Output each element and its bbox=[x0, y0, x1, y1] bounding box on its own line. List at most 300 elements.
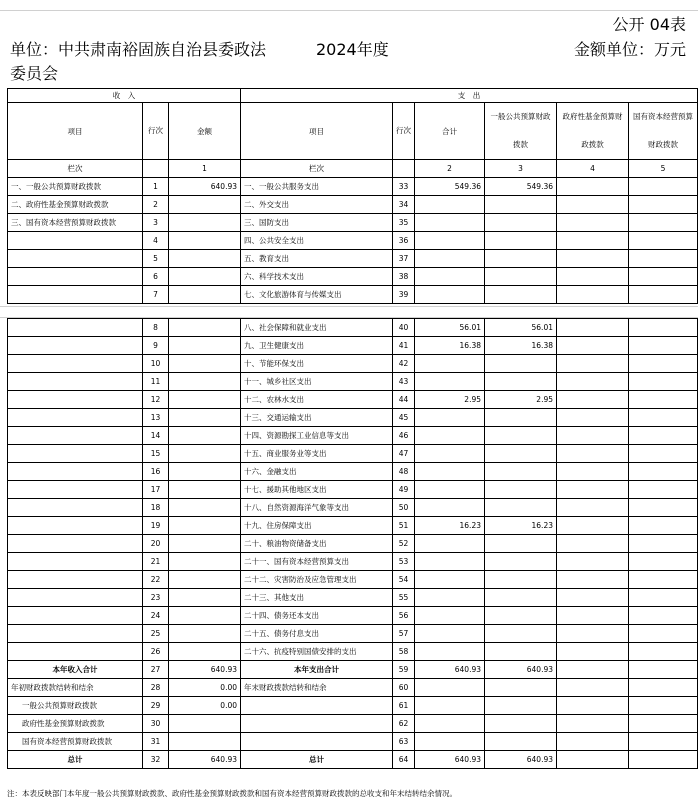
general-budget-cell: 640.93 bbox=[485, 661, 557, 679]
expense-total-cell bbox=[415, 232, 485, 250]
state-capital-cell bbox=[629, 337, 698, 355]
table-row bbox=[8, 643, 698, 661]
expense-item-cell: 二十二、灾害防治及应急管理支出 bbox=[241, 571, 393, 589]
state-capital-cell bbox=[629, 445, 698, 463]
expense-line-cell: 55 bbox=[393, 589, 415, 607]
fund-budget-cell bbox=[557, 751, 629, 769]
fund-budget-cell bbox=[557, 481, 629, 499]
state-capital-cell bbox=[629, 607, 698, 625]
expense-total-cell: 640.93 bbox=[415, 661, 485, 679]
fund-budget-cell bbox=[557, 733, 629, 751]
income-item-cell: 年初财政拨款结转和结余 bbox=[8, 679, 143, 697]
expense-total-cell bbox=[415, 679, 485, 697]
general-budget-cell bbox=[485, 679, 557, 697]
general-budget-cell bbox=[485, 250, 557, 268]
income-amount-cell: 640.93 bbox=[169, 661, 241, 679]
page-break-gap bbox=[0, 306, 698, 318]
index-5: 5 bbox=[629, 160, 698, 178]
income-line-cell: 15 bbox=[143, 445, 169, 463]
income-line-cell: 18 bbox=[143, 499, 169, 517]
income-section-header: 收 入 bbox=[8, 89, 241, 103]
expense-total-cell bbox=[415, 214, 485, 232]
budget-table-part2 bbox=[7, 318, 698, 769]
general-budget-cell bbox=[485, 607, 557, 625]
income-line-cell: 7 bbox=[143, 286, 169, 304]
expense-total-cell bbox=[415, 268, 485, 286]
expense-line-cell: 34 bbox=[393, 196, 415, 214]
income-amount-cell bbox=[169, 517, 241, 535]
fund-budget-cell bbox=[557, 571, 629, 589]
state-capital-cell bbox=[629, 250, 698, 268]
income-line-cell: 20 bbox=[143, 535, 169, 553]
table-row bbox=[8, 232, 698, 250]
fund-budget-cell bbox=[557, 607, 629, 625]
table-row bbox=[8, 751, 698, 769]
expense-item-cell: 八、社会保障和就业支出 bbox=[241, 319, 393, 337]
expense-total-cell: 16.23 bbox=[415, 517, 485, 535]
expense-line-cell: 61 bbox=[393, 697, 415, 715]
expense-line-cell: 58 bbox=[393, 643, 415, 661]
expense-line-cell: 64 bbox=[393, 751, 415, 769]
state-capital-cell bbox=[629, 391, 698, 409]
expense-section-header: 支 出 bbox=[241, 89, 698, 103]
expense-line-cell: 56 bbox=[393, 607, 415, 625]
expense-item-cell: 十一、城乡社区支出 bbox=[241, 373, 393, 391]
table-row bbox=[8, 517, 698, 535]
general-budget-cell bbox=[485, 268, 557, 286]
budget-table-part1 bbox=[7, 88, 698, 304]
state-capital-cell bbox=[629, 733, 698, 751]
expense-item-cell: 二十、粮油物资储备支出 bbox=[241, 535, 393, 553]
expense-line-cell: 59 bbox=[393, 661, 415, 679]
income-amount-cell bbox=[169, 232, 241, 250]
income-amount-cell bbox=[169, 409, 241, 427]
expense-item-cell: 一、一般公共服务支出 bbox=[241, 178, 393, 196]
income-item-cell bbox=[8, 391, 143, 409]
income-item-cell bbox=[8, 355, 143, 373]
income-line-cell: 16 bbox=[143, 463, 169, 481]
table-row bbox=[8, 463, 698, 481]
table-row bbox=[8, 679, 698, 697]
state-capital-cell bbox=[629, 715, 698, 733]
income-line-cell: 3 bbox=[143, 214, 169, 232]
fund-budget-cell bbox=[557, 499, 629, 517]
fund-budget-cell bbox=[557, 463, 629, 481]
state-capital-cell bbox=[629, 517, 698, 535]
expense-item-cell: 二、外交支出 bbox=[241, 196, 393, 214]
col-header-state-capital-budget: 国有资本经营预算财政拨款 bbox=[629, 103, 698, 160]
state-capital-cell bbox=[629, 679, 698, 697]
fund-budget-cell bbox=[557, 661, 629, 679]
income-amount-cell bbox=[169, 553, 241, 571]
expense-item-cell bbox=[241, 697, 393, 715]
expense-total-cell bbox=[415, 589, 485, 607]
general-budget-cell bbox=[485, 232, 557, 250]
table-row bbox=[8, 733, 698, 751]
table-row bbox=[8, 250, 698, 268]
income-item-cell bbox=[8, 463, 143, 481]
state-capital-cell bbox=[629, 373, 698, 391]
fund-budget-cell bbox=[557, 427, 629, 445]
general-budget-cell bbox=[485, 553, 557, 571]
general-budget-cell bbox=[485, 409, 557, 427]
general-budget-cell bbox=[485, 571, 557, 589]
expense-item-cell: 十七、援助其他地区支出 bbox=[241, 481, 393, 499]
income-line-cell: 9 bbox=[143, 337, 169, 355]
income-line-cell: 8 bbox=[143, 319, 169, 337]
income-amount-cell bbox=[169, 481, 241, 499]
index-cell bbox=[393, 160, 415, 178]
expense-total-cell bbox=[415, 733, 485, 751]
table-row bbox=[8, 373, 698, 391]
table-row bbox=[8, 571, 698, 589]
table-row bbox=[8, 391, 698, 409]
income-amount-cell bbox=[169, 373, 241, 391]
state-capital-cell bbox=[629, 499, 698, 517]
table-row bbox=[8, 196, 698, 214]
fund-budget-cell bbox=[557, 373, 629, 391]
general-budget-cell bbox=[485, 355, 557, 373]
general-budget-cell bbox=[485, 697, 557, 715]
state-capital-cell bbox=[629, 553, 698, 571]
table-row bbox=[8, 481, 698, 499]
expense-total-cell bbox=[415, 463, 485, 481]
general-budget-cell bbox=[485, 445, 557, 463]
income-item-cell bbox=[8, 499, 143, 517]
index-cell bbox=[143, 160, 169, 178]
fund-budget-cell bbox=[557, 553, 629, 571]
expense-item-cell: 十五、商业服务业等支出 bbox=[241, 445, 393, 463]
income-line-cell: 26 bbox=[143, 643, 169, 661]
expense-item-cell: 十九、住房保障支出 bbox=[241, 517, 393, 535]
expense-line-cell: 54 bbox=[393, 571, 415, 589]
col-header-expense-item: 项目 bbox=[241, 103, 393, 160]
expense-total-cell bbox=[415, 625, 485, 643]
income-amount-cell bbox=[169, 715, 241, 733]
income-item-cell bbox=[8, 625, 143, 643]
state-capital-cell bbox=[629, 697, 698, 715]
state-capital-cell bbox=[629, 178, 698, 196]
expense-line-cell: 37 bbox=[393, 250, 415, 268]
fund-budget-cell bbox=[557, 355, 629, 373]
state-capital-cell bbox=[629, 355, 698, 373]
income-amount-cell: 640.93 bbox=[169, 178, 241, 196]
income-item-cell bbox=[8, 268, 143, 286]
income-amount-cell bbox=[169, 391, 241, 409]
income-line-cell: 19 bbox=[143, 517, 169, 535]
income-amount-cell bbox=[169, 319, 241, 337]
expense-item-cell: 二十一、国有资本经营预算支出 bbox=[241, 553, 393, 571]
fund-budget-cell bbox=[557, 625, 629, 643]
index-label-expense: 栏次 bbox=[241, 160, 393, 178]
col-header-income-amount: 金额 bbox=[169, 103, 241, 160]
income-item-cell: 三、国有资本经营预算财政拨款 bbox=[8, 214, 143, 232]
col-header-expense-line: 行次 bbox=[393, 103, 415, 160]
expense-item-cell: 三、国防支出 bbox=[241, 214, 393, 232]
table-row bbox=[8, 268, 698, 286]
income-line-cell: 4 bbox=[143, 232, 169, 250]
general-budget-cell bbox=[485, 625, 557, 643]
fund-budget-cell bbox=[557, 409, 629, 427]
income-item-cell bbox=[8, 481, 143, 499]
table-row bbox=[8, 499, 698, 517]
income-amount-cell bbox=[169, 268, 241, 286]
expense-item-cell: 十六、金融支出 bbox=[241, 463, 393, 481]
state-capital-cell bbox=[629, 481, 698, 499]
income-line-cell: 24 bbox=[143, 607, 169, 625]
expense-item-cell: 本年支出合计 bbox=[241, 661, 393, 679]
col-header-fund-budget: 政府性基金预算财政拨款 bbox=[557, 103, 629, 160]
expense-line-cell: 41 bbox=[393, 337, 415, 355]
income-line-cell: 10 bbox=[143, 355, 169, 373]
income-line-cell: 31 bbox=[143, 733, 169, 751]
income-amount-cell bbox=[169, 571, 241, 589]
expense-line-cell: 48 bbox=[393, 463, 415, 481]
income-amount-cell bbox=[169, 607, 241, 625]
income-amount-cell: 0.00 bbox=[169, 679, 241, 697]
income-line-cell: 29 bbox=[143, 697, 169, 715]
expense-line-cell: 60 bbox=[393, 679, 415, 697]
general-budget-cell bbox=[485, 535, 557, 553]
table-body-part1 bbox=[8, 178, 698, 304]
general-budget-cell bbox=[485, 481, 557, 499]
income-amount-cell bbox=[169, 643, 241, 661]
income-item-cell bbox=[8, 232, 143, 250]
expense-line-cell: 50 bbox=[393, 499, 415, 517]
state-capital-cell bbox=[629, 232, 698, 250]
expense-line-cell: 51 bbox=[393, 517, 415, 535]
expense-line-cell: 47 bbox=[393, 445, 415, 463]
income-item-cell bbox=[8, 373, 143, 391]
income-line-cell: 14 bbox=[143, 427, 169, 445]
income-item-cell: 本年收入合计 bbox=[8, 661, 143, 679]
expense-total-cell bbox=[415, 196, 485, 214]
fund-budget-cell bbox=[557, 178, 629, 196]
state-capital-cell bbox=[629, 409, 698, 427]
fund-budget-cell bbox=[557, 643, 629, 661]
income-line-cell: 1 bbox=[143, 178, 169, 196]
general-budget-cell: 56.01 bbox=[485, 319, 557, 337]
expense-item-cell: 五、教育支出 bbox=[241, 250, 393, 268]
state-capital-cell bbox=[629, 268, 698, 286]
index-4: 4 bbox=[557, 160, 629, 178]
table-row bbox=[8, 607, 698, 625]
general-budget-cell: 16.23 bbox=[485, 517, 557, 535]
state-capital-cell bbox=[629, 196, 698, 214]
income-amount-cell bbox=[169, 535, 241, 553]
general-budget-cell bbox=[485, 286, 557, 304]
state-capital-cell bbox=[629, 625, 698, 643]
report-year: 2024年度 bbox=[316, 40, 389, 59]
expense-line-cell: 35 bbox=[393, 214, 415, 232]
state-capital-cell bbox=[629, 661, 698, 679]
general-budget-cell bbox=[485, 499, 557, 517]
expense-total-cell bbox=[415, 697, 485, 715]
income-amount-cell bbox=[169, 427, 241, 445]
expense-total-cell bbox=[415, 427, 485, 445]
table-row bbox=[8, 319, 698, 337]
expense-item-cell bbox=[241, 715, 393, 733]
income-line-cell: 22 bbox=[143, 571, 169, 589]
general-budget-cell bbox=[485, 589, 557, 607]
state-capital-cell bbox=[629, 571, 698, 589]
income-item-cell bbox=[8, 553, 143, 571]
table-code: 公开 04表 bbox=[612, 15, 686, 34]
expense-line-cell: 43 bbox=[393, 373, 415, 391]
fund-budget-cell bbox=[557, 391, 629, 409]
table-row bbox=[8, 286, 698, 304]
expense-line-cell: 44 bbox=[393, 391, 415, 409]
expense-total-cell bbox=[415, 553, 485, 571]
table-row bbox=[8, 589, 698, 607]
expense-line-cell: 53 bbox=[393, 553, 415, 571]
expense-total-cell: 549.36 bbox=[415, 178, 485, 196]
unit-name-line2: 委员会 bbox=[10, 64, 59, 83]
expense-line-cell: 46 bbox=[393, 427, 415, 445]
fund-budget-cell bbox=[557, 589, 629, 607]
index-3: 3 bbox=[485, 160, 557, 178]
income-line-cell: 27 bbox=[143, 661, 169, 679]
fund-budget-cell bbox=[557, 232, 629, 250]
table-row bbox=[8, 355, 698, 373]
expense-line-cell: 45 bbox=[393, 409, 415, 427]
income-item-cell bbox=[8, 286, 143, 304]
table-row bbox=[8, 625, 698, 643]
expense-line-cell: 33 bbox=[393, 178, 415, 196]
table-row bbox=[8, 535, 698, 553]
state-capital-cell bbox=[629, 214, 698, 232]
expense-item-cell: 十四、资源勘探工业信息等支出 bbox=[241, 427, 393, 445]
expense-item-cell: 十二、农林水支出 bbox=[241, 391, 393, 409]
fund-budget-cell bbox=[557, 697, 629, 715]
col-header-income-line: 行次 bbox=[143, 103, 169, 160]
general-budget-cell bbox=[485, 643, 557, 661]
income-item-cell: 总计 bbox=[8, 751, 143, 769]
col-header-income-item: 项目 bbox=[8, 103, 143, 160]
general-budget-cell: 2.95 bbox=[485, 391, 557, 409]
fund-budget-cell bbox=[557, 337, 629, 355]
expense-total-cell bbox=[415, 715, 485, 733]
table-row bbox=[8, 661, 698, 679]
fund-budget-cell bbox=[557, 214, 629, 232]
fund-budget-cell bbox=[557, 445, 629, 463]
income-line-cell: 6 bbox=[143, 268, 169, 286]
income-line-cell: 11 bbox=[143, 373, 169, 391]
general-budget-cell bbox=[485, 214, 557, 232]
table-row bbox=[8, 553, 698, 571]
expense-item-cell: 总计 bbox=[241, 751, 393, 769]
income-item-cell bbox=[8, 319, 143, 337]
income-item-cell: 政府性基金预算财政拨款 bbox=[8, 715, 143, 733]
general-budget-cell: 16.38 bbox=[485, 337, 557, 355]
table-row bbox=[8, 697, 698, 715]
income-item-cell bbox=[8, 337, 143, 355]
general-budget-cell bbox=[485, 196, 557, 214]
state-capital-cell bbox=[629, 643, 698, 661]
income-amount-cell bbox=[169, 589, 241, 607]
unit-name-line1: 单位：中共肃南裕固族自治县委政法 bbox=[10, 40, 267, 59]
expense-item-cell: 九、卫生健康支出 bbox=[241, 337, 393, 355]
income-line-cell: 21 bbox=[143, 553, 169, 571]
index-1: 1 bbox=[169, 160, 241, 178]
income-line-cell: 30 bbox=[143, 715, 169, 733]
table-row bbox=[8, 214, 698, 232]
amount-unit: 金额单位：万元 bbox=[573, 40, 686, 59]
expense-total-cell: 640.93 bbox=[415, 751, 485, 769]
income-amount-cell bbox=[169, 355, 241, 373]
fund-budget-cell bbox=[557, 268, 629, 286]
income-line-cell: 13 bbox=[143, 409, 169, 427]
income-item-cell bbox=[8, 535, 143, 553]
income-amount-cell bbox=[169, 214, 241, 232]
general-budget-cell bbox=[485, 373, 557, 391]
income-item-cell: 一、一般公共预算财政拨款 bbox=[8, 178, 143, 196]
expense-item-cell: 二十六、抗疫特别国债安排的支出 bbox=[241, 643, 393, 661]
state-capital-cell bbox=[629, 589, 698, 607]
col-header-total: 合计 bbox=[415, 103, 485, 160]
income-item-cell bbox=[8, 427, 143, 445]
income-item-cell: 一般公共预算财政拨款 bbox=[8, 697, 143, 715]
expense-item-cell: 四、公共安全支出 bbox=[241, 232, 393, 250]
expense-item-cell: 七、文化旅游体育与传媒支出 bbox=[241, 286, 393, 304]
expense-item-cell: 六、科学技术支出 bbox=[241, 268, 393, 286]
income-amount-cell: 640.93 bbox=[169, 751, 241, 769]
general-budget-cell: 549.36 bbox=[485, 178, 557, 196]
expense-total-cell: 56.01 bbox=[415, 319, 485, 337]
fund-budget-cell bbox=[557, 286, 629, 304]
fund-budget-cell bbox=[557, 679, 629, 697]
expense-total-cell bbox=[415, 286, 485, 304]
income-line-cell: 23 bbox=[143, 589, 169, 607]
general-budget-cell bbox=[485, 463, 557, 481]
expense-total-cell bbox=[415, 481, 485, 499]
expense-total-cell bbox=[415, 643, 485, 661]
income-item-cell bbox=[8, 445, 143, 463]
expense-line-cell: 42 bbox=[393, 355, 415, 373]
expense-total-cell bbox=[415, 607, 485, 625]
income-item-cell bbox=[8, 409, 143, 427]
expense-item-cell: 年末财政拨款结转和结余 bbox=[241, 679, 393, 697]
index-2: 2 bbox=[415, 160, 485, 178]
expense-item-cell: 二十三、其他支出 bbox=[241, 589, 393, 607]
table-row bbox=[8, 715, 698, 733]
expense-line-cell: 57 bbox=[393, 625, 415, 643]
expense-total-cell bbox=[415, 373, 485, 391]
expense-line-cell: 39 bbox=[393, 286, 415, 304]
footnote: 注：本表反映部门本年度一般公共预算财政拨款、政府性基金预算财政拨款和国有资本经营预算财政拨款的总收支和年末结转结余情况。 bbox=[7, 789, 457, 798]
income-item-cell bbox=[8, 589, 143, 607]
income-line-cell: 17 bbox=[143, 481, 169, 499]
income-amount-cell bbox=[169, 196, 241, 214]
income-amount-cell bbox=[169, 445, 241, 463]
index-label: 栏次 bbox=[8, 160, 143, 178]
income-line-cell: 2 bbox=[143, 196, 169, 214]
income-item-cell bbox=[8, 250, 143, 268]
expense-total-cell bbox=[415, 355, 485, 373]
income-amount-cell bbox=[169, 337, 241, 355]
fund-budget-cell bbox=[557, 319, 629, 337]
income-amount-cell bbox=[169, 499, 241, 517]
expense-line-cell: 38 bbox=[393, 268, 415, 286]
income-amount-cell bbox=[169, 463, 241, 481]
general-budget-cell bbox=[485, 733, 557, 751]
expense-total-cell: 2.95 bbox=[415, 391, 485, 409]
general-budget-cell: 640.93 bbox=[485, 751, 557, 769]
income-amount-cell bbox=[169, 733, 241, 751]
expense-total-cell bbox=[415, 250, 485, 268]
table-row bbox=[8, 337, 698, 355]
fund-budget-cell bbox=[557, 250, 629, 268]
